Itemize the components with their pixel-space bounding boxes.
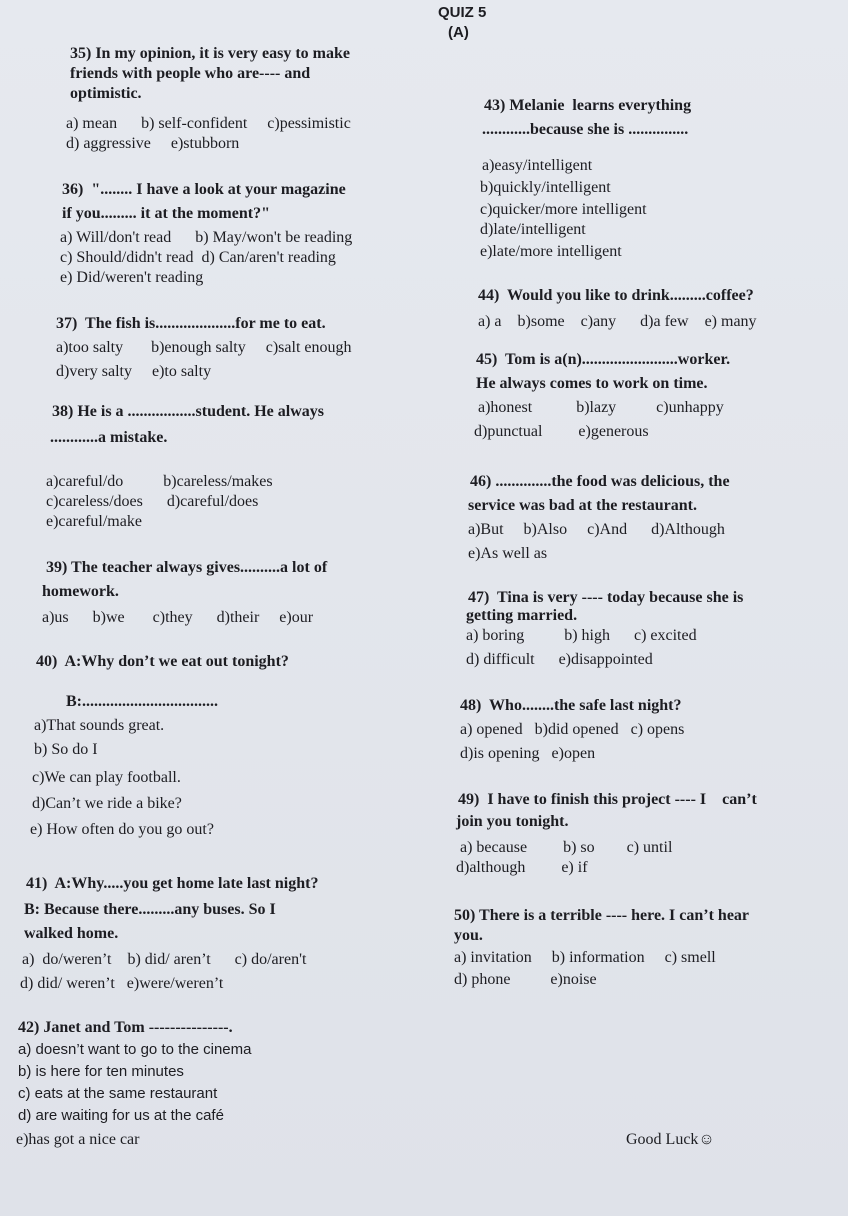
question-49-line: a) because b) so c) until — [460, 839, 673, 856]
question-42-line: b) is here for ten minutes — [18, 1063, 184, 1080]
question-49-prompt: 49) I have to finish this project ---- I can’t — [458, 791, 757, 808]
question-40-line: b) So do I — [34, 741, 98, 758]
question-45-line: a)honest b)lazy c)unhappy — [478, 399, 724, 416]
question-46-line: e)As well as — [468, 545, 548, 562]
question-43-line: b)quickly/intelligent — [480, 179, 611, 196]
question-35-line: d) aggressive e)stubborn — [66, 135, 240, 152]
question-41-line: walked home. — [24, 925, 119, 942]
question-41-line: B: Because there.........any buses. So I — [24, 901, 276, 918]
quiz-version: (A) — [448, 24, 469, 41]
question-39-line: homework. — [42, 583, 119, 600]
question-43-line: d)late/intelligent — [480, 221, 586, 238]
footer-good-luck: Good Luck☺ — [626, 1131, 715, 1148]
quiz-title: QUIZ 5 — [438, 4, 487, 21]
question-38-line: ............a mistake. — [50, 429, 168, 446]
question-46-line: a)But b)Also c)And d)Although — [468, 521, 725, 538]
question-46-prompt: 46) ..............the food was delicious, the — [470, 473, 730, 490]
question-38-line: a)careful/do b)careless/makes — [46, 473, 273, 490]
question-48-prompt: 48) Who........the safe last night? — [460, 697, 682, 714]
question-37-prompt: 37) The fish is....................for me to eat. — [56, 315, 326, 332]
question-43-prompt: 43) Melanie learns everything — [484, 97, 692, 114]
question-42-line: c) eats at the same restaurant — [18, 1085, 218, 1102]
question-36-line: e) Did/weren't reading — [60, 269, 204, 286]
question-40-line: B:.................................. — [66, 693, 218, 710]
question-43-line: ............because she is ............... — [482, 121, 689, 138]
question-36-prompt: 36) "........ I have a look at your magazine — [62, 181, 346, 198]
question-36-line: if you......... it at the moment?" — [62, 205, 270, 222]
question-49-line: d)although e) if — [456, 859, 588, 876]
question-47-line: d) difficult e)disappointed — [466, 651, 653, 668]
question-35-line: optimistic. — [70, 85, 142, 102]
question-38-line: c)careless/does d)careful/does — [46, 493, 259, 510]
question-43-line: e)late/more intelligent — [480, 243, 622, 260]
question-48-line: a) opened b)did opened c) opens — [460, 721, 685, 738]
question-47-prompt: 47) Tina is very ---- today because she is — [468, 589, 744, 606]
question-43-line: c)quicker/more intelligent — [480, 201, 647, 218]
question-47-line: a) boring b) high c) excited — [466, 627, 697, 644]
question-38-line: e)careful/make — [46, 513, 142, 530]
question-40-line: d)Can’t we ride a bike? — [32, 795, 182, 812]
question-36-line: a) Will/don't read b) May/won't be reading — [60, 229, 353, 246]
question-35-line: a) mean b) self-confident c)pessimistic — [66, 115, 351, 132]
question-40-prompt: 40) A:Why don’t we eat out tonight? — [36, 653, 289, 670]
question-50-line: you. — [454, 927, 483, 944]
question-42-prompt: 42) Janet and Tom ---------------. — [18, 1019, 233, 1036]
question-46-line: service was bad at the restaurant. — [468, 497, 698, 514]
question-40-line: a)That sounds great. — [34, 717, 165, 734]
question-40-line: c)We can play football. — [32, 769, 181, 786]
question-35-line: friends with people who are---- and — [70, 65, 311, 82]
question-40-line: e) How often do you go out? — [30, 821, 214, 838]
question-50-line: d) phone e)noise — [454, 971, 597, 988]
question-39-prompt: 39) The teacher always gives..........a lot of — [46, 559, 328, 576]
question-42-line: e)has got a nice car — [16, 1131, 140, 1148]
question-48-line: d)is opening e)open — [460, 745, 596, 762]
question-50-line: a) invitation b) information c) smell — [454, 949, 716, 966]
question-42-line: a) doesn’t want to go to the cinema — [18, 1041, 252, 1058]
question-47-line: getting married. — [466, 607, 578, 624]
question-45-line: He always comes to work on time. — [476, 375, 708, 392]
question-37-line: a)too salty b)enough salty c)salt enough — [56, 339, 352, 356]
question-44-prompt: 44) Would you like to drink.........coffee? — [478, 287, 754, 304]
question-45-line: d)punctual e)generous — [474, 423, 649, 440]
question-37-line: d)very salty e)to salty — [56, 363, 212, 380]
question-50-prompt: 50) There is a terrible ---- here. I can’t hear — [454, 907, 750, 924]
question-44-line: a) a b)some c)any d)a few e) many — [478, 313, 757, 330]
question-41-prompt: 41) A:Why.....you get home late last night? — [26, 875, 319, 892]
question-41-line: a) do/weren’t b) did/ aren’t c) do/aren't — [22, 951, 307, 968]
question-43-line: a)easy/intelligent — [482, 157, 593, 174]
question-39-line: a)us b)we c)they d)their e)our — [42, 609, 314, 626]
question-41-line: d) did/ weren’t e)were/weren’t — [20, 975, 224, 992]
question-49-line: join you tonight. — [456, 813, 569, 830]
question-38-prompt: 38) He is a .................student. He always — [52, 403, 324, 420]
question-36-line: c) Should/didn't read d) Can/aren't reading — [60, 249, 336, 266]
question-45-prompt: 45) Tom is a(n)........................worker. — [476, 351, 731, 368]
question-35-prompt: 35) In my opinion, it is very easy to make — [70, 45, 350, 62]
question-42-line: d) are waiting for us at the café — [18, 1107, 224, 1124]
